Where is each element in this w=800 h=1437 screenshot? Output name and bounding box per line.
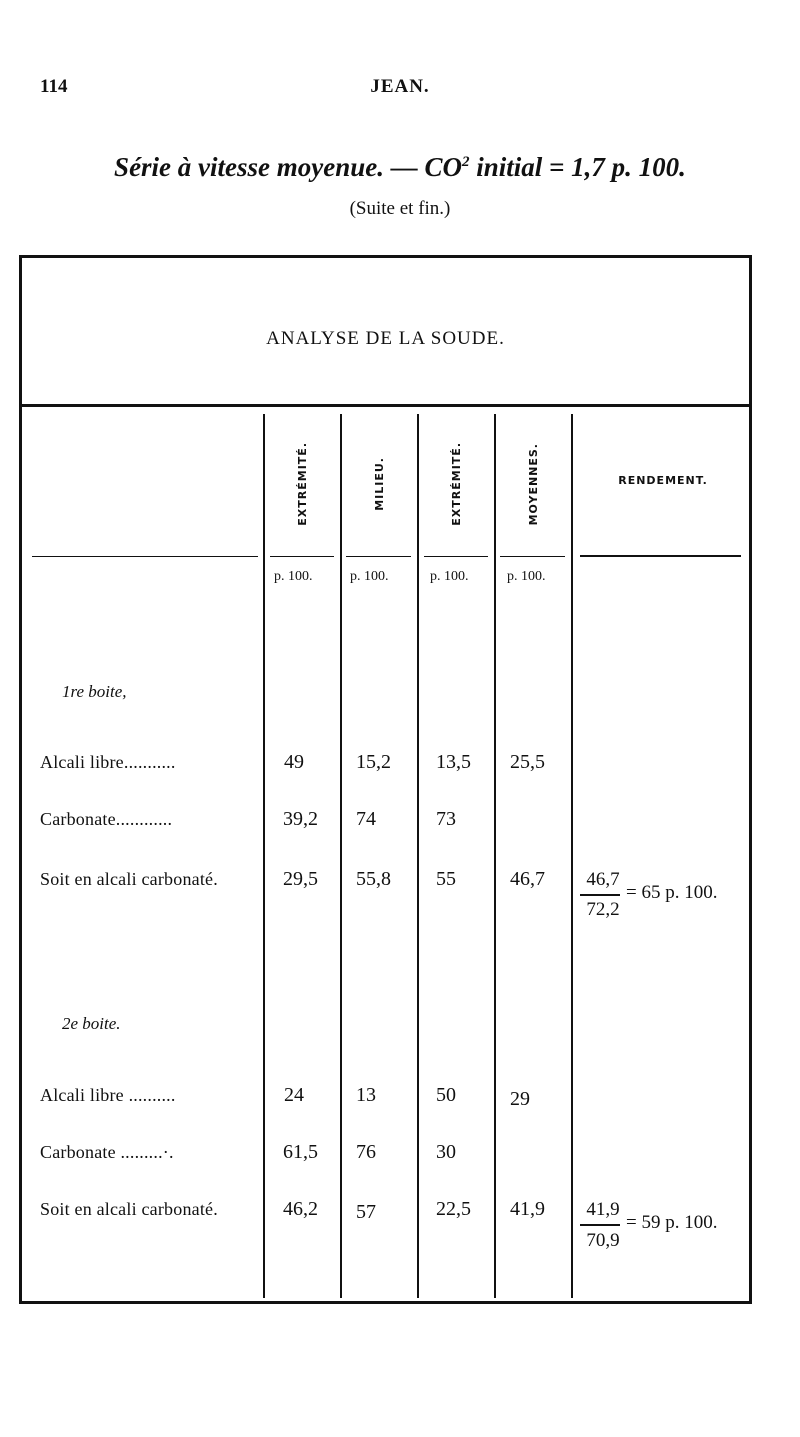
rendement-denominator: 70,9	[586, 1230, 620, 1251]
unit-label: p. 100.	[350, 569, 389, 584]
row-label: Alcali libre...........	[40, 752, 176, 772]
header-underline	[424, 556, 488, 557]
group-label-boite-2: 2e boite.	[62, 1014, 121, 1033]
table-cell: 22,5	[436, 1198, 471, 1220]
table-cell: 46,2	[283, 1198, 318, 1220]
group-label-boite-1: 1re boite,	[62, 682, 127, 701]
column-divider	[417, 414, 419, 1298]
column-divider	[263, 414, 265, 1298]
header-underline	[32, 556, 258, 557]
table-cell: 73	[436, 808, 456, 830]
table-cell: 50	[436, 1084, 456, 1106]
rendement-result: = 65 p. 100.	[626, 882, 718, 903]
table-cell: 55	[436, 868, 456, 890]
table-cell: 15,2	[356, 751, 391, 773]
row-label: Carbonate............	[40, 809, 173, 829]
column-header-rendement: RENDEMENT.	[618, 474, 708, 487]
table-cell: 61,5	[283, 1141, 318, 1163]
title-main: Série à vitesse moyenue. — CO	[114, 152, 463, 182]
fraction-bar	[580, 1224, 620, 1226]
row-label: Soit en alcali carbonaté.	[40, 869, 218, 889]
unit-label: p. 100.	[507, 569, 546, 584]
column-header-moyennes: MOYENNES.	[526, 442, 540, 526]
column-divider	[340, 414, 342, 1298]
table-cell: 74	[356, 808, 376, 830]
title-rest: initial = 1,7 p. 100.	[469, 152, 686, 182]
table-header-rule	[19, 404, 752, 407]
column-header-extremite-2: EXTRÉMITÉ.	[449, 442, 463, 526]
header-underline	[346, 556, 411, 557]
table-cell: 76	[356, 1141, 376, 1163]
row-label: Alcali libre ..........	[40, 1085, 176, 1105]
rendement-result: = 59 p. 100.	[626, 1212, 718, 1233]
table-cell: 29	[510, 1088, 530, 1110]
table-cell: 55,8	[356, 868, 391, 890]
column-divider	[571, 414, 573, 1298]
rendement-denominator: 72,2	[586, 899, 620, 920]
header-underline	[580, 555, 741, 557]
table-cell: 49	[284, 751, 304, 773]
title-superscript: 2	[462, 154, 470, 170]
table-cell: 30	[436, 1141, 456, 1163]
column-divider	[494, 414, 496, 1298]
table-cell: 24	[284, 1084, 304, 1106]
row-label: Soit en alcali carbonaté.	[40, 1199, 218, 1219]
table-cell: 46,7	[510, 868, 545, 890]
page-title	[60, 152, 740, 183]
fraction-bar	[580, 894, 620, 896]
header-underline	[270, 556, 334, 557]
table-cell: 25,5	[510, 751, 545, 773]
table-cell: 39,2	[283, 808, 318, 830]
page-subtitle: (Suite et fin.)	[349, 198, 451, 219]
rendement-numerator: 46,7	[586, 869, 620, 890]
running-head: JEAN.	[370, 76, 430, 97]
table-cell: 41,9	[510, 1198, 545, 1220]
table-cell: 57	[356, 1201, 376, 1223]
unit-label: p. 100.	[274, 569, 313, 584]
table-cell: 13	[356, 1084, 376, 1106]
table-section-header: ANALYSE DE LA SOUDE.	[266, 328, 505, 349]
unit-label: p. 100.	[430, 569, 469, 584]
table-cell: 13,5	[436, 751, 471, 773]
column-header-milieu: MILIEU.	[372, 457, 386, 511]
row-label: Carbonate .........·.	[40, 1142, 174, 1162]
rendement-numerator: 41,9	[586, 1199, 620, 1220]
table-cell: 29,5	[283, 868, 318, 890]
header-underline	[500, 556, 565, 557]
page-number: 114	[40, 76, 68, 97]
column-header-extremite-1: EXTRÉMITÉ.	[295, 442, 309, 526]
